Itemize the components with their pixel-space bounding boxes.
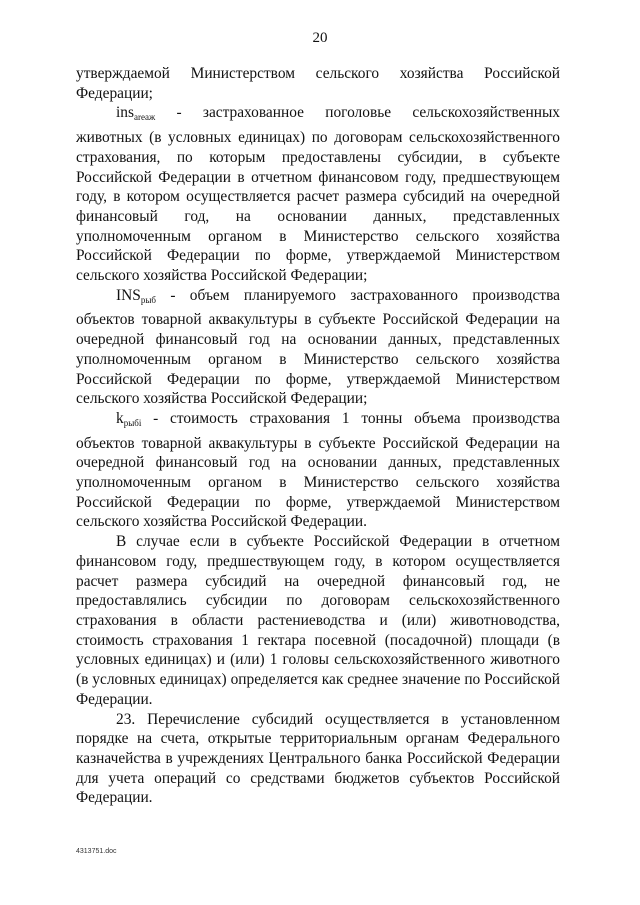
paragraph-text: 23. Перечисление субсидий осуществляется в установленном порядке на счета, открытые территориальным органам Федерального казначейства в учреждениях Центрального банка Российской Федерации для учета операций со средствами бюджетов субъектов Российской Федерации. bbox=[76, 710, 560, 807]
formula-symbol: k bbox=[116, 409, 124, 427]
document-body bbox=[76, 64, 560, 808]
paragraph-text: В случае если в субъекте Российской Федерации в отчетном финансовом году, предшествующем году, в котором осуществляется расчет размера субсидий на очередной финансовый год, не предоставлялись субсидии по договорам сельскохозяйственного страхования в области растениеводства и (или) животноводства, стоимость страхования 1 гектара посевной (посадочной) площади (в условных единицах) и (или) 1 головы сельскохозяйственного животного (в условных единицах) определяется как среднее значение по Российской Федерации. bbox=[76, 533, 560, 708]
definition-ins-areazh bbox=[76, 103, 560, 285]
formula-subscript: areaж bbox=[133, 112, 156, 123]
definition-ins-ryb bbox=[76, 286, 560, 409]
footer-document-code: 4313751.doc bbox=[76, 848, 117, 855]
definition-text: - застрахованное поголовье сельскохозяйственных животных (в условных единицах) по договорам сельскохозяйственного страхования, по которым предоставлены субсидии, в субъекте Российской Федерации в отчетном финансовом году, предшествующем году, в котором осуществляется расчет размера субсидий на очередной финансовый год, на основании данных, представленных уполномоченным органом в Министерство сельского хозяйства Российской Федерации по форме, утверждаемой Министерством сельского хозяйства Российской Федерации; bbox=[76, 104, 560, 285]
paragraph-average-rule bbox=[76, 532, 560, 709]
formula-symbol: INS bbox=[116, 286, 141, 304]
definition-k-rybi bbox=[76, 409, 560, 532]
definition-text: - стоимость страхования 1 тонны объема производства объектов товарной аквакультуры в субъекте Российской Федерации на очередной финансовый год на основании данных, представленных уполномоченным органом в Министерство сельского хозяйства Российской Федерации по форме, утверждаемой Министерством сельского хозяйства Российской Федерации. bbox=[76, 409, 560, 531]
paragraph-text: утверждаемой Министерством сельского хозяйства Российской Федерации; bbox=[76, 65, 560, 102]
paragraph-continuation bbox=[76, 64, 560, 103]
definition-text: - объем планируемого застрахованного производства объектов товарной аквакультуры в субъекте Российской Федерации на очередной финансовый год на основании данных, представленных уполномоченным органом в Министерство сельского хозяйства Российской Федерации по форме, утверждаемой Министерством сельского хозяйства Российской Федерации; bbox=[76, 286, 560, 408]
formula-subscript: рыбi bbox=[123, 417, 142, 428]
formula-subscript: рыб bbox=[140, 294, 156, 305]
paragraph-clause-23 bbox=[76, 710, 560, 809]
page-number: 20 bbox=[312, 30, 328, 46]
formula-symbol: ins bbox=[116, 104, 134, 122]
